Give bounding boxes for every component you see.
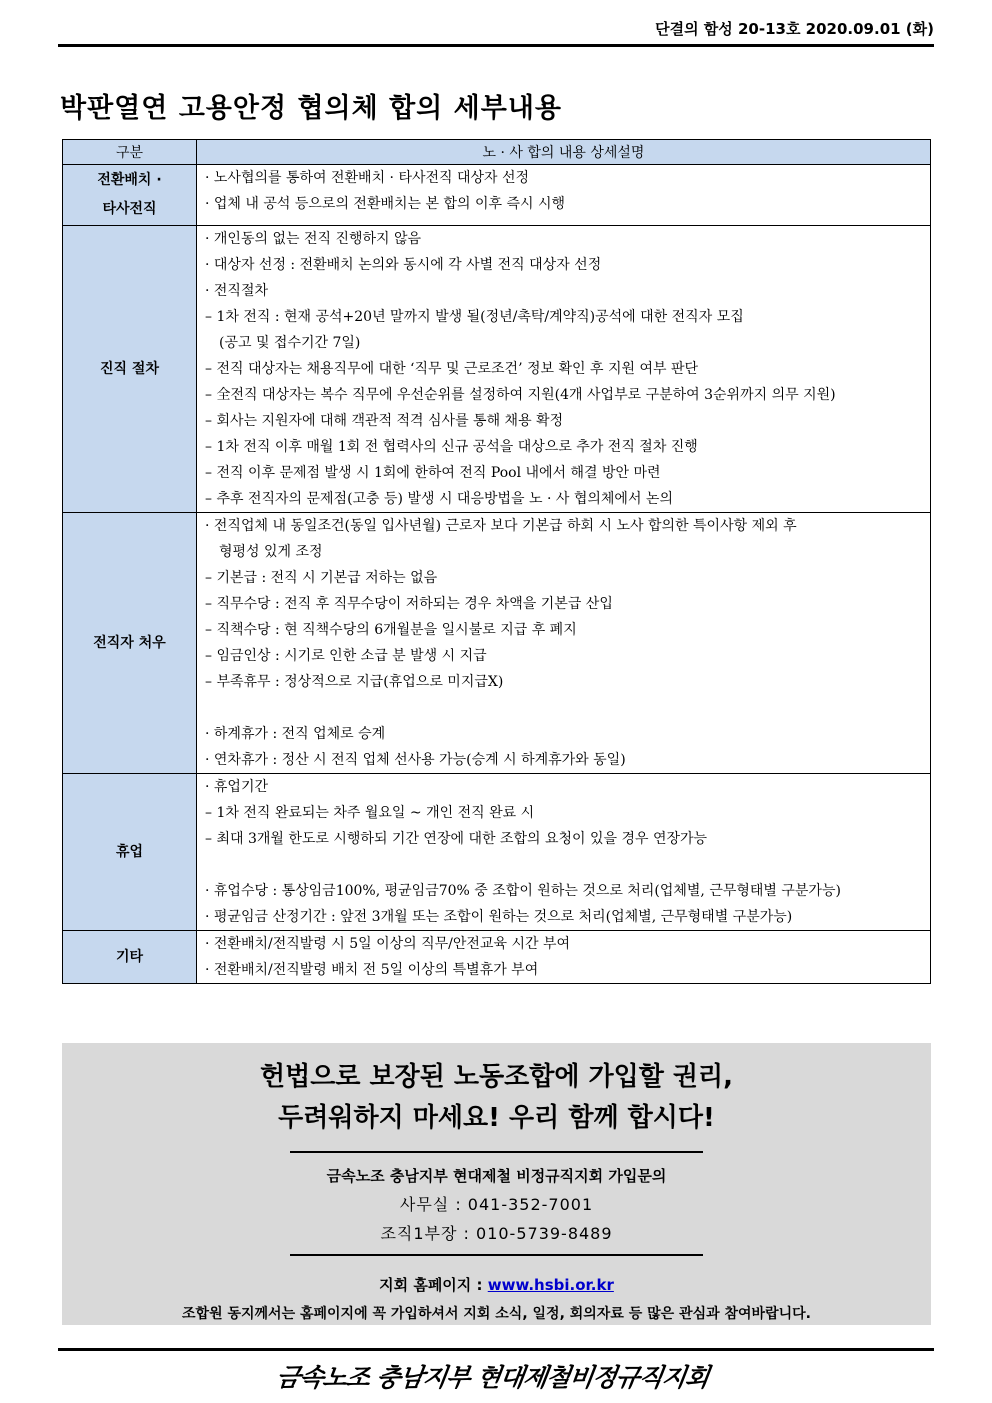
homepage-link[interactable]: www.hsbi.or.kr: [487, 1276, 614, 1294]
content-line: – 전직 이후 문제점 발생 시 1회에 한하여 전직 Pool 내에서 해결 방안 마련: [205, 465, 661, 481]
table-row: [63, 774, 931, 931]
header-category: 구분: [63, 140, 197, 165]
content-line: – 직책수당 : 현 직책수당의 6개월분을 일시불로 지급 후 폐지: [205, 622, 577, 638]
content-line: · 전직업체 내 동일조건(동일 입사년월) 근로자 보다 기본급 하회 시 노사 합의한 특이사항 제외 후: [205, 518, 797, 534]
content-line: – 부족휴무 : 정상적으로 지급(휴업으로 미지급X): [205, 674, 504, 690]
row-content: [197, 931, 931, 984]
content-line: · 하계휴가 : 전직 업체로 승계: [205, 726, 386, 742]
content-line: · 대상자 선정 : 전환배치 논의와 동시에 각 사별 전직 대상자 선정: [205, 257, 602, 273]
row-category: [63, 226, 197, 513]
promo-divider-bottom: [290, 1254, 703, 1256]
content-line: · 휴업기간: [205, 779, 268, 795]
agreement-table: [62, 139, 931, 984]
content-line: · 전환배치/전직발령 시 5일 이상의 직무/안전교육 시간 부여: [205, 936, 570, 952]
promo-notice: 조합원 동지께서는 홈페이지에 꼭 가입하셔서 지회 소식, 일정, 회의자료 등 많은 관심과 참여바랍니다.: [182, 1306, 811, 1322]
content-line: · 개인동의 없는 전직 진행하지 않음: [205, 231, 422, 247]
row-category: [63, 931, 197, 984]
homepage-label: 지회 홈페이지 :: [379, 1276, 488, 1294]
row-content: [197, 774, 931, 931]
table-row: [63, 226, 931, 513]
content-line: · 평균임금 산정기간 : 앞전 3개월 또는 조합이 원하는 것으로 처리(업체별, 근무형태별 구분가능): [205, 909, 793, 925]
row-content: [197, 226, 931, 513]
table-header-row: [63, 140, 931, 165]
content-line: – 전직 대상자는 채용직무에 대한 ‘직무 및 근로조건’ 정보 확인 후 지원 여부 판단: [205, 361, 698, 377]
row-category: [63, 774, 197, 931]
content-line: – 임금인상 : 시기로 인한 소급 분 발생 시 지급: [205, 648, 487, 664]
promo-organizer-phone: 조직1부장 : 010-5739-8489: [380, 1224, 613, 1243]
row-content: [197, 165, 931, 226]
content-line: – 회사는 지원자에 대해 객관적 적격 심사를 통해 채용 확정: [205, 413, 564, 429]
content-line: · 연차휴가 : 정산 시 전직 업체 선사용 가능(승계 시 하계휴가와 동일): [205, 752, 626, 768]
promo-org: 금속노조 충남지부 현대제철 비정규직지회 가입문의: [326, 1167, 667, 1185]
signature-text: 금속노조 충남지부 현대제철비정규직지회: [274, 1362, 711, 1392]
content-line: – 1차 전직 : 현재 공석+20년 말까지 발생 될(정년/촉탁/계약직)공석에 대한 전직자 모집: [205, 309, 744, 325]
signature-logo: [0, 1352, 992, 1402]
promo-headline-1: 헌법으로 보장된 노동조합에 가입할 권리,: [259, 1062, 734, 1092]
header-content: 노 · 사 합의 내용 상세설명: [197, 140, 931, 165]
content-line: [205, 695, 926, 721]
content-line: · 노사협의를 통하여 전환배치 · 타사전직 대상자 선정: [205, 170, 530, 186]
row-category-label: 기타: [115, 948, 144, 965]
content-line: – 최대 3개월 한도로 시행하되 기간 연장에 대한 조합의 요청이 있을 경우 연장가능: [205, 831, 708, 847]
table-row: [63, 931, 931, 984]
content-line: (공고 및 접수기간 7일): [219, 335, 361, 351]
content-line: [205, 852, 926, 878]
content-line: · 전환배치/전직발령 배치 전 5일 이상의 특별휴가 부여: [205, 962, 539, 978]
promo-divider-top: [290, 1151, 703, 1153]
content-line: 형평성 있게 조정: [219, 544, 323, 560]
content-line: – 1차 전직 이후 매월 1회 전 협력사의 신규 공석을 대상으로 추가 전직 절차 진행: [205, 439, 698, 455]
promo-headline-2: 두려워하지 마세요! 우리 함께 합시다!: [278, 1103, 715, 1133]
row-content: [197, 513, 931, 774]
content-line: – 1차 전직 완료되는 차주 월요일 ~ 개인 전직 완료 시: [205, 805, 535, 821]
row-category-label: 전직자 처우: [93, 634, 166, 651]
signature-handwriting: [274, 1352, 711, 1398]
content-line: · 업체 내 공석 등으로의 전환배치는 본 합의 이후 즉시 시행: [205, 196, 566, 212]
table-row: [63, 165, 931, 226]
row-category-label: 진직 절차: [100, 360, 159, 377]
bottom-rule: [58, 1348, 934, 1351]
page-title: 박판열연 고용안정 협의체 합의 세부내용: [60, 93, 562, 124]
content-line: – 직무수당 : 전직 후 직무수당이 저하되는 경우 차액을 기본급 산입: [205, 596, 613, 612]
union-promo-box: [62, 1043, 931, 1325]
content-line: – 추후 전직자의 문제점(고충 등) 발생 시 대응방법을 노 · 사 협의체에서 논의: [205, 491, 673, 507]
issue-header: 단결의 함성 20-13호 2020.09.01 (화): [655, 20, 934, 38]
promo-homepage: [62, 1274, 931, 1295]
content-line: – 全전직 대상자는 복수 직무에 우선순위를 설정하여 지원(4개 사업부로 구분하여 3순위까지 의무 지원): [205, 387, 836, 403]
content-line: · 전직절차: [205, 283, 268, 299]
content-line: – 기본급 : 전직 시 기본급 저하는 없음: [205, 570, 438, 586]
row-category: [63, 165, 197, 226]
promo-office-phone: 사무실 : 041-352-7001: [399, 1195, 594, 1214]
row-category-label: 전환배치 · 타사전직: [97, 172, 162, 217]
table-body: [63, 165, 931, 984]
row-category-label: 휴업: [115, 843, 144, 860]
row-category: [63, 513, 197, 774]
table-row: [63, 513, 931, 774]
top-rule: [58, 44, 934, 47]
content-line: · 휴업수당 : 통상임금100%, 평균임금70% 중 조합이 원하는 것으로 처리(업체별, 근무형태별 구분가능): [205, 883, 841, 899]
